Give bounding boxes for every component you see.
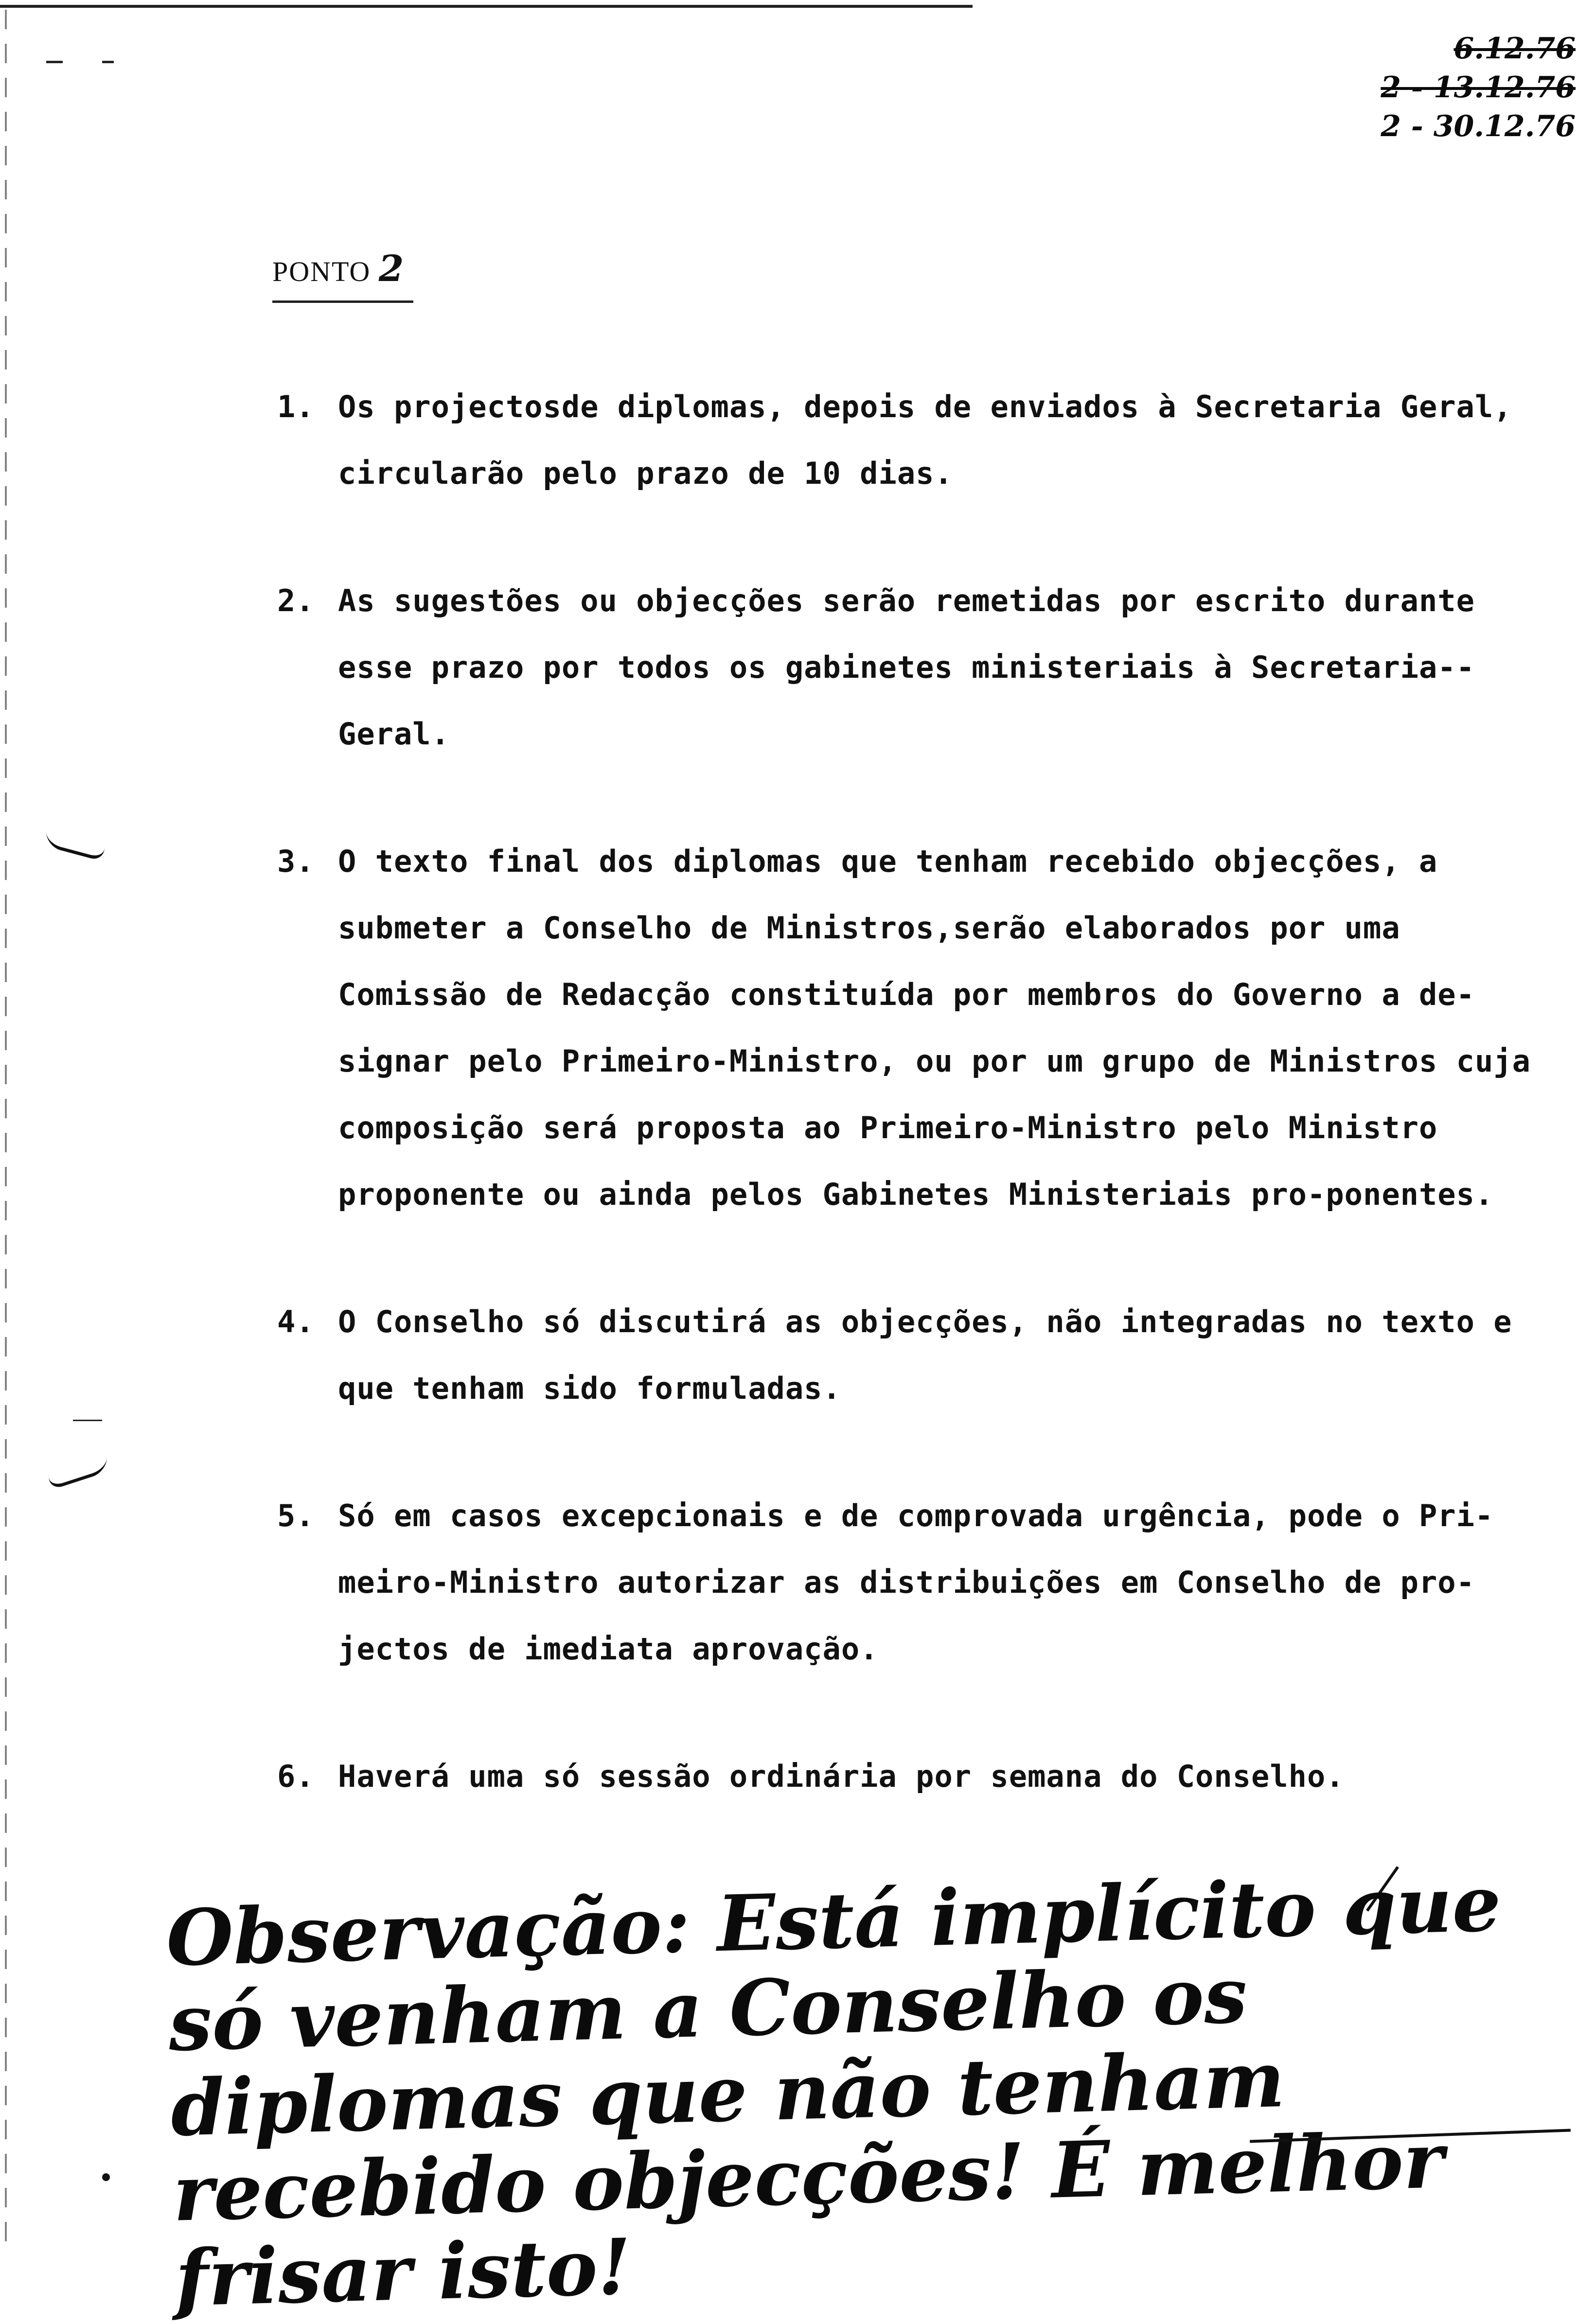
date-stamps [1303, 29, 1576, 146]
numbered-items [277, 373, 1551, 1810]
heading-number: 2 [378, 248, 405, 290]
margin-mark [46, 61, 63, 63]
date-stamp: 2 - 13.12.76 [1381, 70, 1576, 105]
heading-underline [272, 300, 413, 303]
item-number: 4. [277, 1304, 315, 1339]
ink-dot [102, 2173, 110, 2181]
list-item [277, 1743, 1551, 1810]
handwritten-note: Observação: Está implícito que só venham a Conselho os diplomas que não tenham recebido objecções! É melhor frisar isto! [165, 1859, 1503, 2324]
item-number: 2. [277, 583, 315, 618]
item-text: Os projectosde diplomas, depois de enviados à Secretaria Geral, circularão pelo prazo de 10 dias. [338, 389, 1512, 491]
item-number: 3. [277, 844, 315, 879]
list-item [277, 1288, 1551, 1422]
item-text: O texto final dos diplomas que tenham recebido objecções, a submeter a Conselho de Ministros,serão elaborados por uma Comissão de Redacção constituída por membros do Governo a de-signar pelo Primeiro-Ministro, ou por um grupo de Ministros cuja composição será proposta ao Primeiro-Ministro pelo Ministro proponente ou ainda pelos Gabinetes Ministeriais pro-ponentes. [338, 844, 1531, 1212]
item-text: Haverá uma só sessão ordinária por semana do Conselho. [338, 1759, 1345, 1794]
top-edge-rule [0, 5, 973, 8]
list-item [277, 828, 1551, 1228]
margin-check-mark [49, 1440, 107, 1491]
list-item [277, 567, 1551, 767]
margin-mark [73, 1420, 102, 1421]
list-item [277, 1482, 1551, 1682]
margin-mark [102, 61, 114, 63]
date-stamp: 2 - 30.12.76 [1381, 109, 1576, 143]
item-text: As sugestões ou objecções serão remetidas por escrito durante esse prazo por todos os gabinetes ministeriais à Secretaria--Geral. [338, 583, 1475, 752]
item-number: 5. [277, 1498, 315, 1533]
item-number: 6. [277, 1759, 315, 1794]
page-heading [272, 248, 405, 290]
margin-check-mark [46, 814, 105, 862]
heading-label: PONTO [272, 256, 371, 287]
list-item [277, 373, 1551, 507]
item-number: 1. [277, 389, 315, 424]
item-text: Só em casos excepcionais e de comprovada urgência, pode o Pri-meiro-Ministro autorizar as distribuições em Conselho de pro-jectos de imediata aprovação. [338, 1498, 1494, 1667]
item-text: O Conselho só discutirá as objecções, não integradas no texto e que tenham sido formuladas. [338, 1304, 1512, 1406]
date-stamp: 6.12.76 [1453, 32, 1576, 66]
left-page-edge [5, 10, 7, 2256]
